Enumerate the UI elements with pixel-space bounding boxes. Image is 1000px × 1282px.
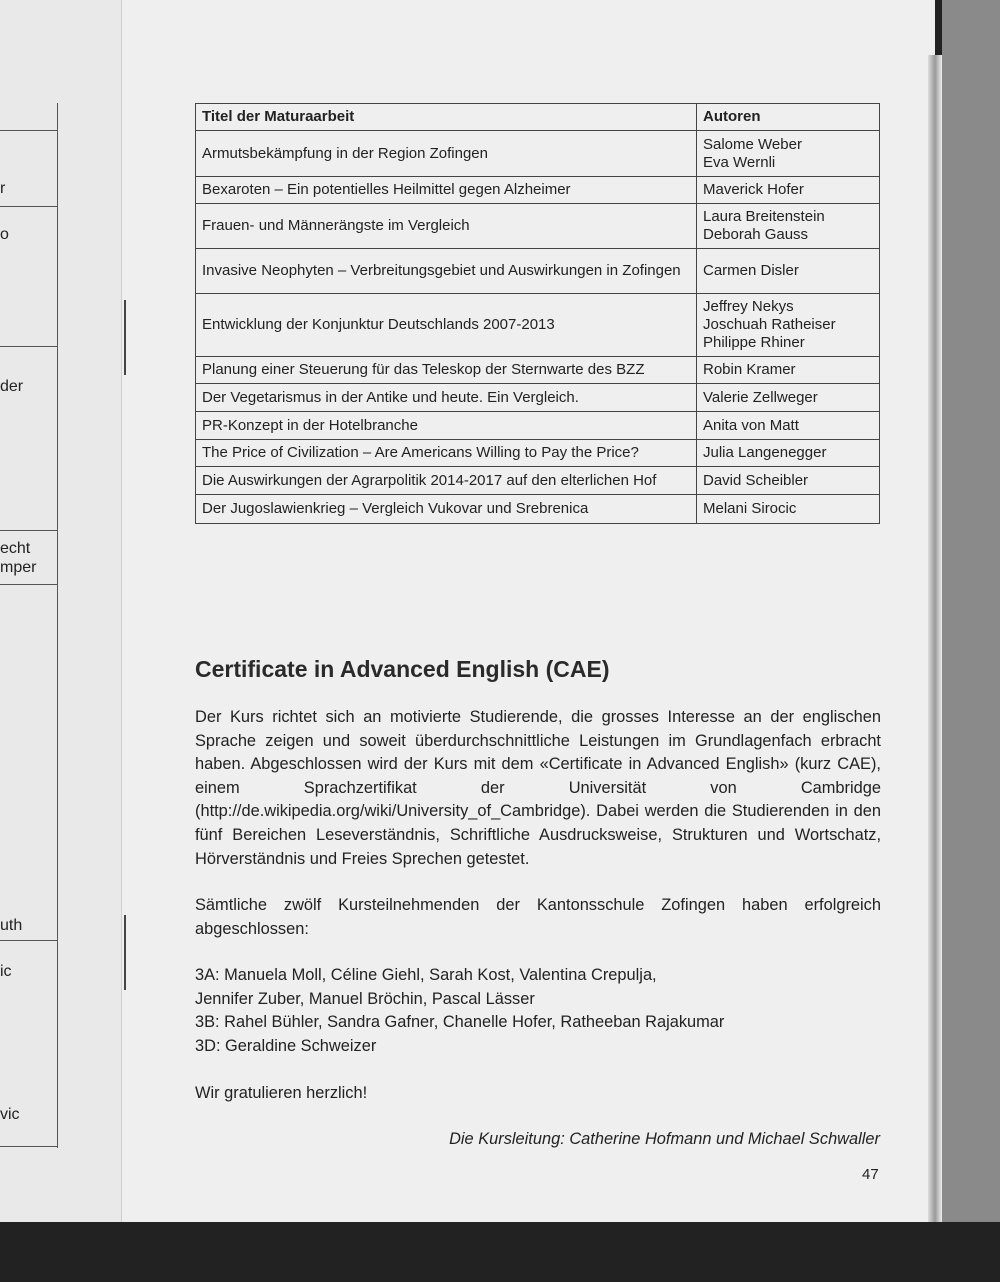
thesis-title: Der Vegetarismus in der Antike und heute. Ein Vergleich. bbox=[196, 384, 697, 412]
table-row bbox=[196, 249, 880, 294]
staple bbox=[124, 915, 128, 990]
thesis-authors: Robin Kramer bbox=[697, 357, 880, 384]
thesis-title: Die Auswirkungen der Agrarpolitik 2014-2017 auf den elterlichen Hof bbox=[196, 467, 697, 495]
participant-list bbox=[195, 964, 881, 1058]
maturaarbeit-table bbox=[195, 103, 880, 524]
fragment: uth bbox=[0, 917, 23, 934]
thesis-title: Der Jugoslawienkrieg – Vergleich Vukovar und Srebrenica bbox=[196, 495, 697, 524]
thesis-title: PR-Konzept in der Hotelbranche bbox=[196, 412, 697, 440]
thesis-authors: Julia Langenegger bbox=[697, 440, 880, 467]
page-edge bbox=[928, 55, 942, 1222]
table-row bbox=[196, 495, 880, 524]
thesis-title: Entwicklung der Konjunktur Deutschlands 2007-2013 bbox=[196, 294, 697, 357]
fragment: r bbox=[0, 180, 6, 197]
thesis-authors: Salome Weber Eva Wernli bbox=[697, 131, 880, 177]
column-header: Titel der Maturaarbeit bbox=[196, 104, 697, 131]
fragment: o bbox=[0, 226, 9, 243]
table-row bbox=[196, 384, 880, 412]
class-line: 3B: Rahel Bühler, Sandra Gafner, Chanelle Hofer, Ratheeban Rajakumar bbox=[195, 1013, 725, 1032]
fragment: der bbox=[0, 378, 24, 395]
section-heading: Certificate in Advanced English (CAE) bbox=[195, 656, 610, 682]
thesis-authors: Anita von Matt bbox=[697, 412, 880, 440]
left-page-edge bbox=[0, 0, 122, 1222]
thesis-title: Invasive Neophyten – Verbreitungsgebiet und Auswirkungen in Zofingen bbox=[196, 249, 697, 294]
staple bbox=[124, 300, 128, 375]
class-line: 3A: Manuela Moll, Céline Giehl, Sarah Kost, Valentina Crepulja, bbox=[195, 966, 657, 984]
thesis-authors: Jeffrey Nekys Joschuah Ratheiser Philippe Rhiner bbox=[697, 294, 880, 357]
paragraph: Der Kurs richtet sich an motivierte Studierende, die grosses Interesse an der englischen Sprache zeigen und soweit überdurchschnittliche Leistungen im Grundlagenfach erbracht haben. Abgeschlossen wird der Kurs mit dem «Certificate in Advanced English» (kurz CAE), einem Sprachzertifikat der Universität von Cambridge (http://de.wikipedia.org/wiki/University_of_Cambridge). Dabei werden die Studierenden in den fünf Bereichen Leseverständnis, Schriftliche Ausdrucksweise, Strukturen und Wortschatz, Hörverständnis und Freies Sprechen getestet. bbox=[195, 708, 881, 868]
column-header: Autoren bbox=[697, 104, 880, 131]
table-row bbox=[196, 177, 880, 204]
table-border bbox=[57, 103, 58, 1148]
class-line: Jennifer Zuber, Manuel Bröchin, Pascal Lässer bbox=[195, 989, 535, 1008]
table-row bbox=[196, 357, 880, 384]
thesis-authors: Maverick Hofer bbox=[697, 177, 880, 204]
thesis-title: The Price of Civilization – Are Americans Willing to Pay the Price? bbox=[196, 440, 697, 467]
fragment: mper bbox=[0, 559, 37, 576]
thesis-title: Bexaroten – Ein potentielles Heilmittel gegen Alzheimer bbox=[196, 177, 697, 204]
fragment: vic bbox=[0, 1106, 20, 1123]
page-number: 47 bbox=[862, 1166, 879, 1183]
thesis-authors: David Scheibler bbox=[697, 467, 880, 495]
thesis-authors: Carmen Disler bbox=[697, 249, 880, 294]
thesis-authors: Melani Sirocic bbox=[697, 495, 880, 524]
paragraph: Sämtliche zwölf Kursteilnehmenden der Kantonsschule Zofingen haben erfolgreich abgeschlossen: bbox=[195, 896, 881, 938]
fragment: ic bbox=[0, 963, 12, 980]
table-row bbox=[196, 131, 880, 177]
table-row bbox=[196, 204, 880, 249]
thesis-title: Frauen- und Männerängste im Vergleich bbox=[196, 204, 697, 249]
thesis-title: Armutsbekämpfung in der Region Zofingen bbox=[196, 131, 697, 177]
fragment: echt bbox=[0, 540, 31, 557]
table-row bbox=[196, 467, 880, 495]
signature: Die Kursleitung: Catherine Hofmann und Michael Schwaller bbox=[449, 1130, 880, 1148]
thesis-authors: Laura Breitenstein Deborah Gauss bbox=[697, 204, 880, 249]
thesis-title: Planung einer Steuerung für das Teleskop der Sternwarte des BZZ bbox=[196, 357, 697, 384]
table-row bbox=[196, 440, 880, 467]
table-row bbox=[196, 294, 880, 357]
congratulations: Wir gratulieren herzlich! bbox=[195, 1084, 368, 1102]
table-row bbox=[196, 412, 880, 440]
thesis-authors: Valerie Zellweger bbox=[697, 384, 880, 412]
class-line: 3D: Geraldine Schweizer bbox=[195, 1036, 377, 1055]
